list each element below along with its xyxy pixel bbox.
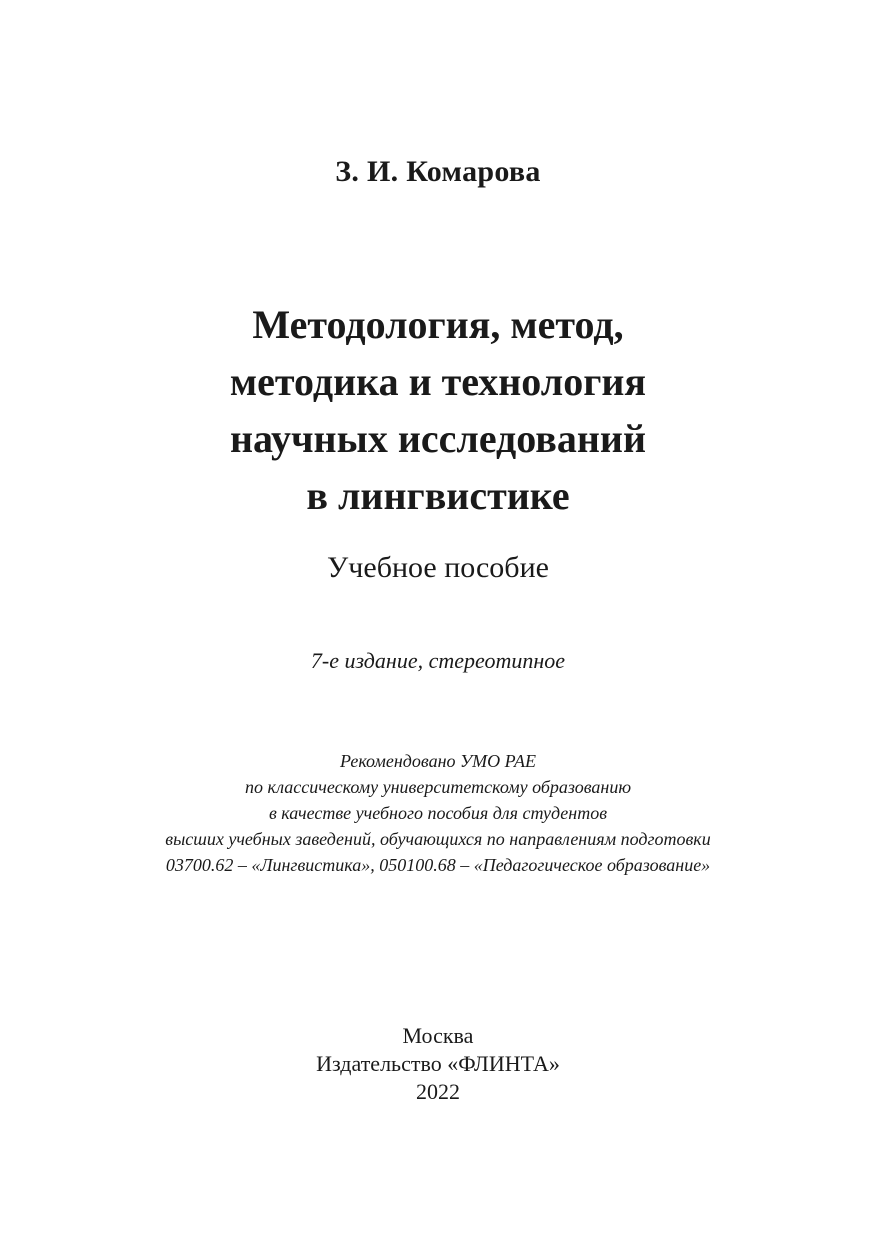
book-title-line: научных исследований: [229, 416, 647, 461]
recommendation-line: высших учебных заведений, обучающихся по направлениям подготовки: [165, 829, 711, 849]
imprint-publisher: Издательство «ФЛИНТА»: [316, 1051, 560, 1076]
book-subtitle: Учебное пособие: [327, 551, 549, 584]
recommendation-block: [0, 748, 876, 878]
book-title-line: методика и технология: [229, 359, 647, 404]
imprint-block: [0, 1022, 876, 1106]
recommendation-line: Рекомендовано УМО РАЕ: [339, 751, 537, 771]
book-title-line: Методология, метод,: [252, 302, 624, 347]
book-title-line: в лингвистике: [306, 473, 570, 518]
imprint-city: Москва: [402, 1023, 474, 1048]
author-name: З. И. Комарова: [335, 155, 541, 188]
recommendation-line: 03700.62 – «Лингвистика», 050100.68 – «Педагогическое образование»: [165, 855, 711, 875]
recommendation-line: в качестве учебного пособия для студентов: [268, 803, 608, 823]
edition-note: 7-е издание, стереотипное: [310, 648, 566, 673]
imprint-year: 2022: [416, 1079, 460, 1104]
book-title: [0, 296, 876, 524]
recommendation-line: по классическому университетскому образованию: [244, 777, 632, 797]
